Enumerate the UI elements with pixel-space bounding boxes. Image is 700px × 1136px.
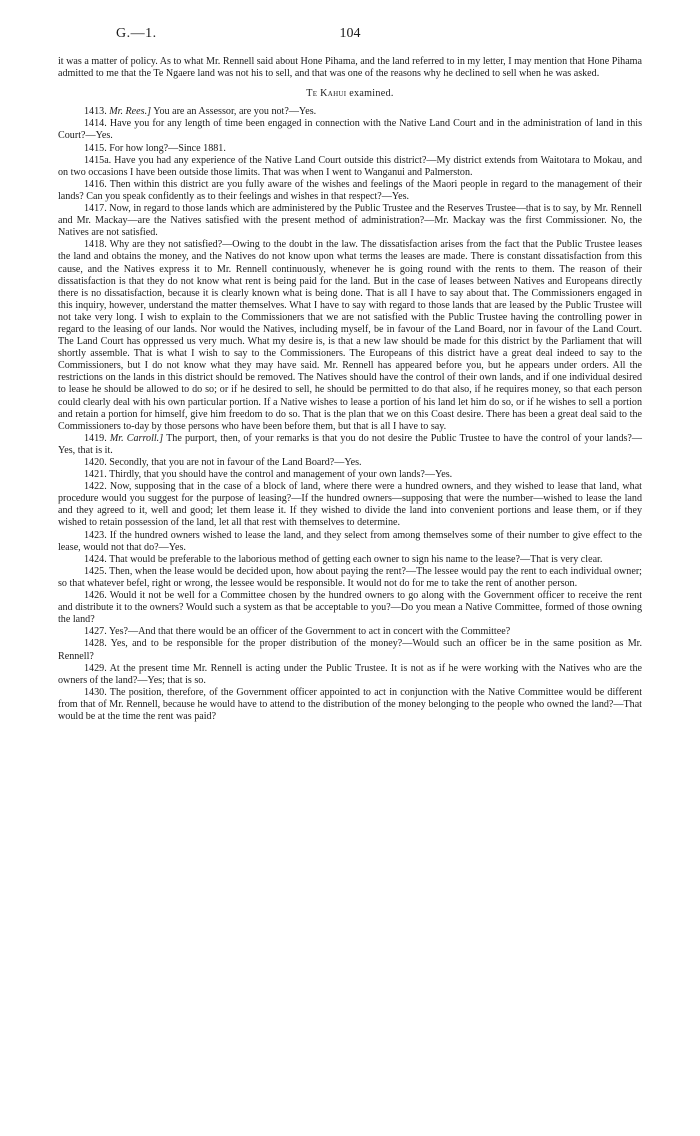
testimony-paragraph [58,590,642,626]
question-number: 1422. [84,481,107,493]
testimony-paragraph [58,530,642,554]
testimony-paragraph [58,687,642,723]
question-answer-text: Secondly, that you are not in favour of the Land Board?—Yes. [109,457,362,468]
heading-suffix: examined. [349,88,394,100]
question-number: 1421. [84,469,107,481]
testimony-list [58,106,642,723]
testimony-paragraph [58,626,642,638]
testimony-paragraph [58,239,642,433]
question-answer-text: You are an Assessor, are you not?—Yes. [153,106,317,118]
question-number: 1413. [84,106,107,118]
question-number: 1419. [84,432,107,444]
question-number: 1424. [84,553,107,565]
page-number: 104 [339,26,361,41]
question-number: 1425. [84,565,107,577]
question-number: 1415. [84,142,107,154]
testimony-paragraph [58,143,642,155]
testimony-paragraph [58,481,642,529]
intro-paragraph: it was a matter of policy. As to what Mr. Rennell said about Hone Pihama, and the land referred to in my letter, I may mention that Hone Pihama admitted to me that the Te Ngaere land was not his to sell, and that was one of the reasons why he declined to sell when he was asked. [58,56,642,80]
question-answer-text: Now, in regard to those lands which are administered by the Public Trustee and the Reserves Trustee—that is to say, by Mr. Rennell and Mr. Mackay—are the Natives satisfied with the present method of administration?—Mr. Mackay was the first Commissioner. No, the Natives are not satisfied. [58,203,642,239]
testimony-paragraph [58,663,642,687]
question-number: 1429. [84,662,107,674]
question-number: 1420. [84,457,107,468]
question-number: 1430. [84,686,107,698]
section-heading [58,88,642,100]
speaker-label: Mr. Carroll.] [109,432,164,444]
testimony-paragraph [58,155,642,179]
question-answer-text: The position, therefore, of the Government officer appointed to act in conjunction with the Native Committee would be different from that of Mr. Rennell, because he would have to attend to the distribution of the money belonging to the people who owned the land?—That would be at the time the rent was paid? [58,686,642,722]
question-answer-text: Have you had any experience of the Native Land Court outside this district?—My district extends from Waitotara to Mokau, and on two occasions I have been outside those limits. That was when I went to Wanganui and Palmerston. [58,154,642,178]
testimony-paragraph [58,118,642,142]
question-answer-text: Thirdly, that you should have the control and management of your own lands?—Yes. [109,469,453,481]
question-answer-text: Then, when the lease would be decided upon, how about paying the rent?—The lessee would pay the rent to each individual owner; so that whatever befel, right or wrong, the lessee would be responsible. It would not do for me to take the rent of another person. [58,565,642,589]
question-answer-text: The purport, then, of your remarks is that you do not desire the Public Trustee to have the control of your lands?—Yes, that is it. [58,432,642,456]
question-answer-text: Then within this district are you fully aware of the wishes and feelings of the Maori people in regard to the management of their lands? Can you speak confidently as to their feelings and wishes in that respect?—Yes. [58,178,642,202]
question-answer-text: Why are they not satisfied?—Owing to the doubt in the law. The dissatisfaction arises from the fact that the Public Trustee leases the land and obtains the money, and the Natives do not know upon what terms the leases are made. There is constant dissatisfaction from this cause, and the Natives express it to Mr. Rennell continuously, whenever he is going round with the rents to them. The reason of their dissatisfaction is that they do not know what rent is being paid for the land. But in the case of leases between Natives and Europeans directly there is no dissatisfaction, because it is clearly known what is being done. That is all I have to say about that. The Commissioners engaged in this inquiry, however, understand the matter themselves. What I have to say with regard to those lands that are leased by the Public Trustee will not take very long. I wish to explain to the Commissioners that we are not satisfied with the Public Trustee having the controlling power in regard to the leasing of our lands. Nor would the Natives, including myself, be in favour of the Land Board, nor in favour of the Land Court. The Land Court has oppressed us very much. What my desire is, is that a new law should be made for this district by the Parliament that will shortly assemble. That is what I wish to say to the Commissioners. The Europeans of this district have a great deal indeed to say to the Commissioners, but I do not know what they may have said. Mr. Rennell has appeared before you, but he appears under orders. All the restrictions on the lands in this district should be removed. The Natives should have the control of their own lands, and if one individual desired to lease he should be allowed to do so; or if he desired to sell, he should be permitted to do that also, if he requires money, so that each person could clearly deal with his own particular portion. If a Native wishes to lease a portion of his land let him do so, or if he wishes to sell a portion and retain a portion for himself, give him freedom to do so. That is the plan that we on this Coast desire. There has been a great deal said to the Commissioners to-day by those persons who have been before them, but that is all I have to say. [58,239,643,432]
question-answer-text: For how long?—Since 1881. [109,142,226,154]
question-number: 1415a. [84,154,112,166]
question-number: 1417. [84,203,107,215]
document-body [58,56,642,723]
testimony-paragraph [58,433,642,457]
question-answer-text: Yes, and to be responsible for the proper distribution of the money?—Would such an officer be in the same position as Mr. Rennell? [58,638,642,662]
question-answer-text: Would it not be well for a Committee chosen by the hundred owners to go along with the Government officer to receive the rent and distribute it to the owners? Would such a system as that be acceptable to you?—Do you mean a Native Committee, formed of those owning the land? [58,590,643,626]
document-reference: G.—1. [116,26,157,41]
question-answer-text: If the hundred owners wished to lease the land, and they select from among themselves some of their number to give effect to the lease, would not that do?—Yes. [58,529,642,553]
testimony-paragraph [58,469,642,481]
question-answer-text: That would be preferable to the laborious method of getting each owner to sign his name to the lease?—That is very clear. [109,553,603,565]
question-answer-text: At the present time Mr. Rennell is acting under the Public Trustee. It is not as if he were working with the Natives who are the owners of the land?—Yes; that is so. [58,662,642,686]
question-answer-text: Have you for any length of time been engaged in connection with the Native Land Court and in the administration of land in this Court?—Yes. [58,118,642,142]
testimony-paragraph [58,638,642,662]
witness-name: Te Kahui [306,88,347,100]
question-number: 1427. [84,626,107,638]
testimony-paragraph [58,179,642,203]
testimony-paragraph [58,203,642,239]
testimony-paragraph [58,106,642,118]
question-number: 1418. [84,239,107,251]
question-number: 1426. [84,590,107,602]
question-answer-text: Now, supposing that in the case of a block of land, where there were a hundred owners, and they wished to lease that land, what procedure would you suggest for the purpose of leasing?—If the hundred owners—supposing that were the number—wished to lease the land and they agreed to it, well and good; let them lease it. If they wished to divide the land into convenient portions and lease them, or if they wished to retain possession of the land, let all that rest with themselves to determine. [58,481,642,529]
testimony-paragraph [58,554,642,566]
testimony-paragraph [58,566,642,590]
question-number: 1423. [84,529,107,541]
question-number: 1416. [84,178,107,190]
testimony-paragraph [58,457,642,469]
speaker-label: Mr. Rees.] [109,106,152,118]
question-answer-text: Yes?—And that there would be an officer of the Government to act in concert with the Committee? [108,626,511,638]
question-number: 1414. [84,118,107,130]
page-header [58,0,642,40]
question-number: 1428. [84,638,107,650]
